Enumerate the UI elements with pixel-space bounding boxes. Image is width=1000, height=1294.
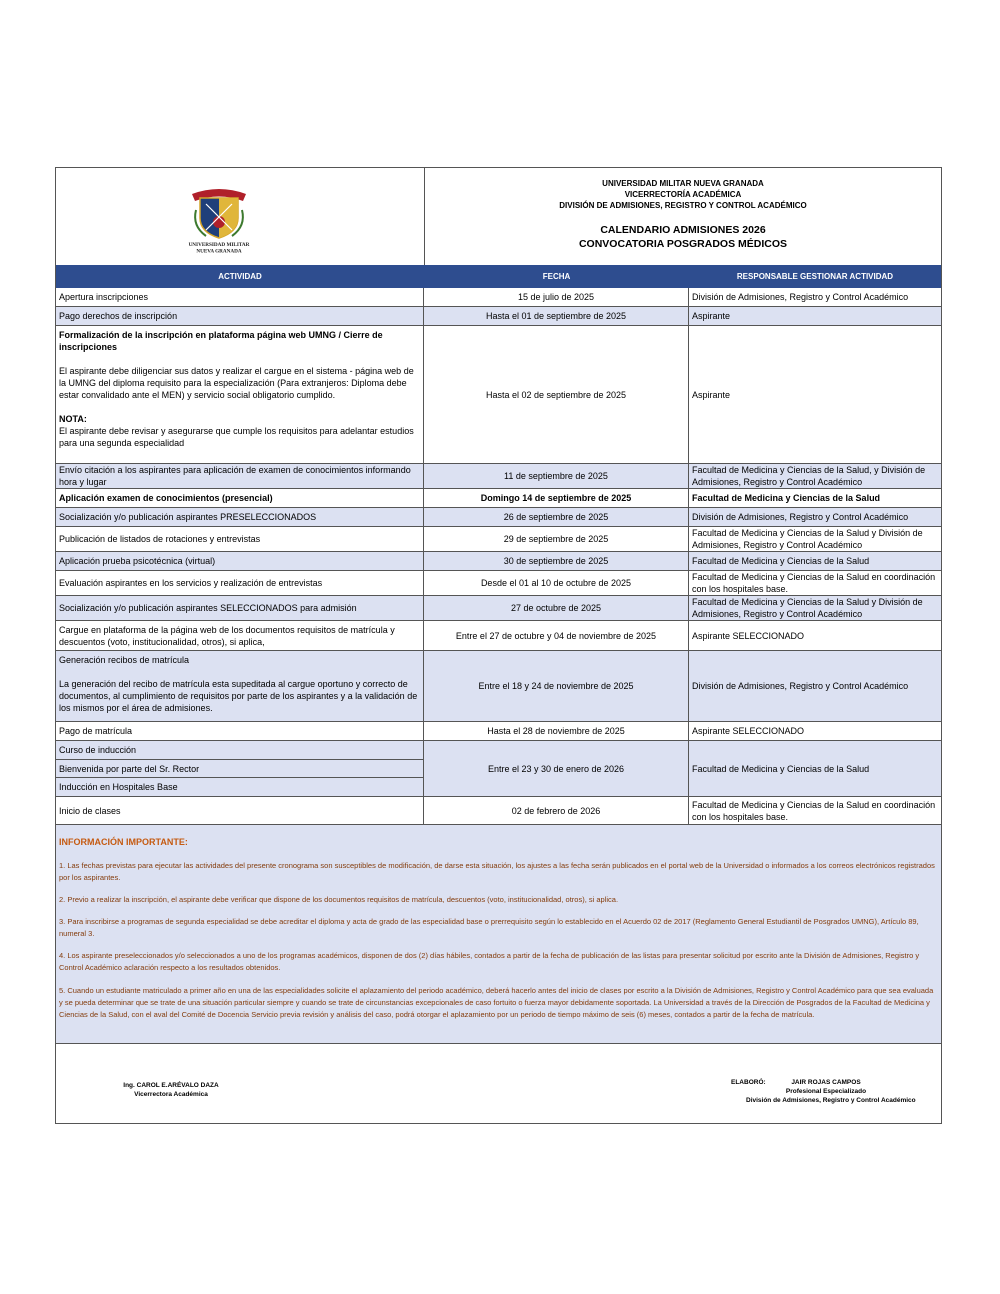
- responsible-cell: Aspirante SELECCIONADO: [692, 630, 805, 641]
- date-cell: 30 de septiembre de 2025: [424, 552, 689, 570]
- elaboro-label: ELABORÓ:: [731, 1079, 766, 1086]
- date-cell: 26 de septiembre de 2025: [424, 508, 689, 526]
- responsible-cell: Aspirante: [692, 311, 731, 321]
- table-header: [56, 265, 941, 288]
- table-row: [56, 489, 941, 508]
- activity-cell: Curso de inducción: [56, 741, 424, 760]
- activity-cell: Inducción en Hospitales Base: [56, 778, 424, 796]
- activity-cell: Pago de matrícula: [56, 722, 424, 740]
- responsible-cell: División de Admisiones, Registro y Control Académico: [692, 292, 909, 302]
- logo-line-1: UNIVERSIDAD MILITAR: [188, 242, 250, 248]
- table-row: [56, 596, 941, 621]
- info-note: 3. Para inscribirse a programas de segunda especialidad se debe acreditar el diploma y acta de grado de las especialidad base o prerrequisito según lo establecido en el Acuerdo 02 de 2017 (Reglamento General Estudiantil de Posgrados UMNG), Artículo 89, numeral 3.: [59, 917, 919, 938]
- info-note: 5. Cuando un estudiante matriculado a primer año en una de las especialidades solicite el aplazamiento del periodo académico, deberá hacerlo antes del inicio de clases por escrito a la División de Admisiones, Registro y Control Académico para que sea evaluada y se pueda determinar que se trate de una situación particular siempre y cuando se trate de circunstancias excepcionales de caso fortuito o fuerza mayor debidamente soportada. La Universidad a través de la Dirección de Posgrados de la Facultad de Medicina y Ciencias de la Salud, con el aval del Comité de Docencia Servicio previa revisión y análisis del caso, podrá otorgar el aplazamiento por un periodo de tiempo máximo de seis (6) meses, contados a partir de la fecha de matrícula.: [59, 986, 934, 1019]
- activity-cell: Socialización y/o publicación aspirantes SELECCIONADOS para admisión: [56, 596, 424, 620]
- responsible-cell: Aspirante: [692, 389, 731, 400]
- header-titles: [425, 168, 941, 265]
- table-row: [56, 621, 941, 651]
- date-cell: Desde el 01 al 10 de octubre de 2025: [424, 571, 689, 595]
- right-signer-name: JAIR ROJAS CAMPOS: [791, 1079, 861, 1086]
- document-header: [56, 168, 941, 266]
- activity-cell: Bienvenida por parte del Sr. Rector: [56, 760, 424, 778]
- responsible-cell: Facultad de Medicina y Ciencias de la Salud y División de Admisiones, Registro y Control Académico: [692, 528, 923, 550]
- right-signer-division: División de Admisiones, Registro y Control Académico: [746, 1097, 916, 1104]
- info-note: 2. Previo a realizar la inscripción, el aspirante debe verificar que dispone de los documentos requisitos de matrícula, descuentos (voto, institucionalidad, otros), si aplica.: [59, 895, 619, 904]
- left-signature: [111, 1081, 231, 1099]
- date-cell: 29 de septiembre de 2025: [424, 527, 689, 551]
- table-row: [56, 326, 941, 464]
- date-cell: 11 de septiembre de 2025: [424, 464, 689, 488]
- activity-cell: Aplicación examen de conocimientos (presencial): [56, 489, 424, 507]
- note-text: El aspirante debe revisar y asegurarse que cumple los requisitos para adelantar estudios para una segunda especialidad: [59, 426, 414, 448]
- table-row: [56, 288, 941, 307]
- logo-line-2: NUEVA GRANADA: [196, 248, 242, 254]
- institution-name: UNIVERSIDAD MILITAR NUEVA GRANADA: [602, 179, 764, 188]
- date-cell: 27 de octubre de 2025: [424, 596, 689, 620]
- info-note: 4. Los aspirante preseleccionados y/o seleccionados a uno de los programas académicos, disponen de dos (2) días hábiles, contados a partir de la fecha de publicación de las listas para presentar solicitud por escrito ante la División de Admisiones, Registro y Control Académico aclaración respecto a los resultados obtenidos.: [59, 951, 920, 972]
- date-cell: Entre el 18 y 24 de noviembre de 2025: [424, 651, 689, 721]
- responsible-cell: Facultad de Medicina y Ciencias de la Salud y División de Admisiones, Registro y Control Académico: [692, 597, 923, 619]
- responsible-cell: Facultad de Medicina y Ciencias de la Salud en coordinación con los hospitales base.: [692, 572, 936, 594]
- column-header-actividad: ACTIVIDAD: [218, 272, 262, 281]
- table-row: [56, 571, 941, 596]
- logo-cell: [56, 168, 425, 265]
- date-cell: Entre el 23 y 30 de enero de 2026: [424, 741, 689, 796]
- activity-cell: Evaluación aspirantes en los servicios y realización de entrevistas: [56, 571, 424, 595]
- activity-cell: [56, 651, 424, 721]
- responsible-cell: Facultad de Medicina y Ciencias de la Salud: [692, 763, 870, 774]
- responsible-cell: Facultad de Medicina y Ciencias de la Salud: [692, 493, 881, 503]
- activity-cell: Apertura inscripciones: [56, 288, 424, 306]
- responsible-cell: División de Admisiones, Registro y Control Académico: [692, 681, 909, 691]
- responsible-cell: Aspirante SELECCIONADO: [692, 726, 805, 736]
- date-cell: 02 de febrero de 2026: [424, 797, 689, 824]
- right-signer-role: Profesional Especializado: [785, 1088, 867, 1095]
- date-cell: 15 de julio de 2025: [424, 288, 689, 306]
- activity-body: La generación del recibo de matrícula esta supeditada al cargue oportuno y correcto de documentos, al cumplimiento de requisitos por parte de los aspirantes y a la validación de los mismos por el área de admisiones.: [59, 679, 418, 713]
- calendar-document: [55, 167, 942, 1124]
- activity-cell: [56, 326, 424, 463]
- activity-cell: Pago derechos de inscripción: [56, 307, 424, 325]
- activity-title: Formalización de la inscripción en plataforma página web UMNG / Cierre de inscripciones: [59, 330, 383, 352]
- right-signature: [746, 1078, 916, 1105]
- table-row: [56, 722, 941, 741]
- activity-cell: Inicio de clases: [56, 797, 424, 824]
- date-cell: Hasta el 28 de noviembre de 2025: [424, 722, 689, 740]
- column-header-responsable: RESPONSABLE GESTIONAR ACTIVIDAD: [736, 272, 894, 281]
- activity-body: El aspirante debe diligenciar sus datos y realizar el cargue en el sistema - página web de la UMNG del diploma requisito para la especialización (Para extranjeros: Diploma debe estar convalidado ante el MEN) y servicio social obligatorio cumplido.: [59, 366, 414, 400]
- table-row: [56, 741, 941, 797]
- table-row: [56, 307, 941, 326]
- responsible-cell: Facultad de Medicina y Ciencias de la Salud en coordinación con los hospitales base.: [692, 799, 936, 822]
- table-row: [56, 464, 941, 489]
- responsible-cell: Facultad de Medicina y Ciencias de la Salud, y División de Admisiones, Registro y Control Académico: [692, 465, 926, 487]
- division-name: DIVISIÓN DE ADMISIONES, REGISTRO Y CONTROL ACADÉMICO: [559, 201, 807, 210]
- left-signer-role: Vicerrectora Académica: [134, 1091, 208, 1098]
- date-cell: Entre el 27 de octubre y 04 de noviembre de 2025: [424, 621, 689, 650]
- activity-cell: Envío citación a los aspirantes para aplicación de examen de conocimientos informando hora y lugar: [56, 464, 424, 488]
- responsible-cell: División de Admisiones, Registro y Control Académico: [692, 512, 909, 522]
- activity-cell: Cargue en plataforma de la página web de los documentos requisitos de matrícula y descuentos (voto, institucionalidad, otros), si aplica,: [56, 621, 424, 650]
- calendar-title: CALENDARIO ADMISIONES 2026: [600, 224, 766, 236]
- table-row: [56, 651, 941, 722]
- date-cell: Hasta el 01 de septiembre de 2025: [424, 307, 689, 325]
- date-cell: Hasta el 02 de septiembre de 2025: [424, 326, 689, 463]
- activity-cell: Aplicación prueba psicotécnica (virtual): [56, 552, 424, 570]
- activity-title: Generación recibos de matrícula: [59, 655, 190, 665]
- vicerrectoria: VICERRECTORÍA ACADÉMICA: [624, 190, 742, 199]
- info-note: 1. Las fechas previstas para ejecutar las actividades del presente cronograma son susceptibles de modificación, de darse esta situación, los ajustes a las fecha serán publicados en el portal web de la Universidad o informados a los correos electrónicos registrados por los aspirantes.: [59, 861, 935, 882]
- table-row: [56, 508, 941, 527]
- responsible-cell: Facultad de Medicina y Ciencias de la Salud: [692, 556, 870, 566]
- university-logo: [186, 184, 252, 254]
- table-row: [56, 527, 941, 552]
- column-header-fecha: FECHA: [542, 272, 571, 281]
- calendar-subtitle: CONVOCATORIA POSGRADOS MÉDICOS: [578, 238, 788, 250]
- table-row: [56, 552, 941, 571]
- note-label: NOTA:: [59, 414, 87, 424]
- info-title: INFORMACIÓN IMPORTANTE:: [59, 837, 188, 847]
- activity-cell: Publicación de listados de rotaciones y entrevistas: [56, 527, 424, 551]
- left-signer-name: Ing. CAROL E.ARÉVALO DAZA: [123, 1082, 219, 1089]
- important-info: [56, 825, 941, 1044]
- activity-cell: Socialización y/o publicación aspirantes PRESELECCIONADOS: [56, 508, 424, 526]
- table-row: [56, 797, 941, 825]
- date-cell: Domingo 14 de septiembre de 2025: [424, 489, 689, 507]
